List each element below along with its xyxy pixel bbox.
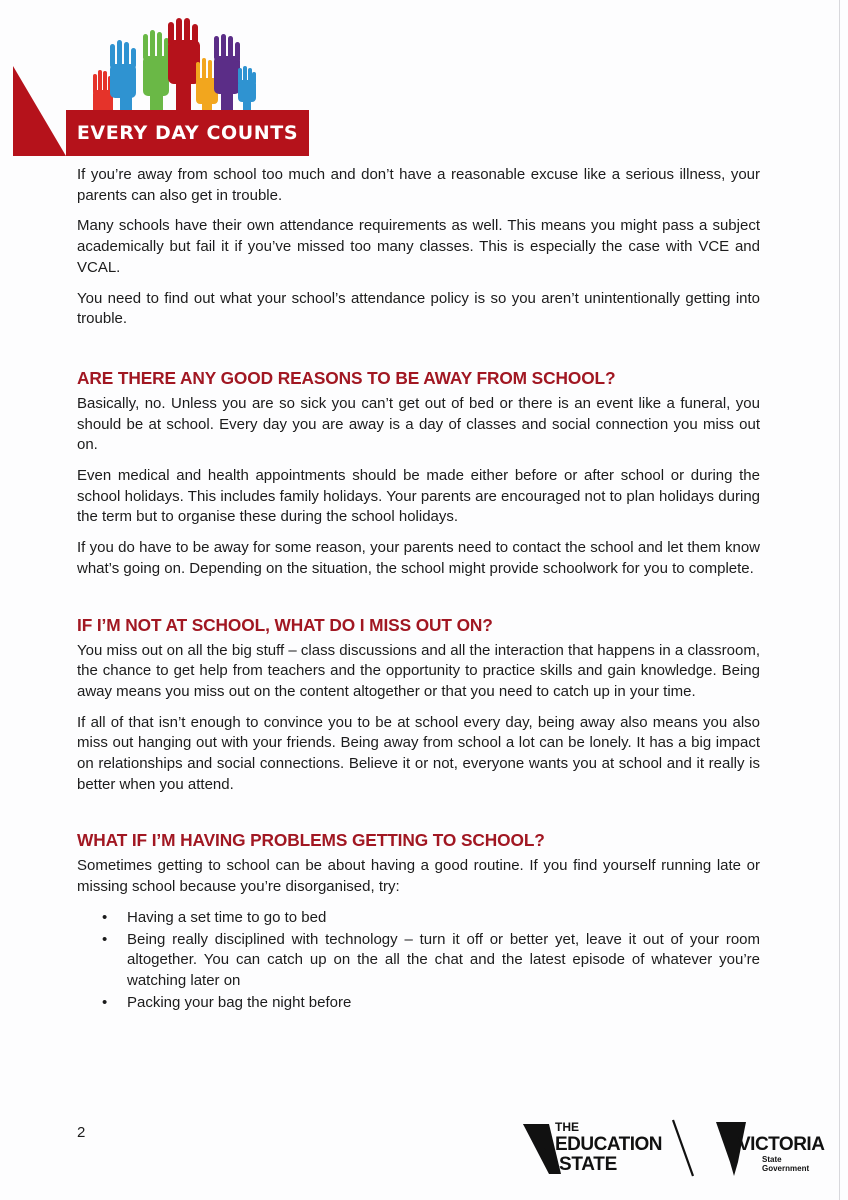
document-body [77,165,760,1014]
victoria-government-logo [716,1118,825,1180]
list-item [77,993,760,1014]
edu-logo-line-3: STATE [559,1154,617,1175]
section-paragraph: Basically, no. Unless you are so sick you can’t get out of bed or there is an event like a funeral, you should be at school. Every day you are away is a day of classes and social connection you miss out on. [77,394,760,454]
bullet-icon: • [102,930,108,948]
logo-banner [66,110,309,156]
hand-4-icon [168,18,200,110]
section-heading: IF I’M NOT AT SCHOOL, WHAT DO I MISS OUT ON? [77,614,493,635]
hand-7-icon [238,66,256,110]
list-item [77,930,760,992]
section-paragraph: You miss out on all the big stuff – class discussions and all the interaction that happens in a classroom, the chance to get help from teachers and the opportunity to practice skills and gain knowledge. Being away means you miss out on the content altogether or that you need to catch up in your time. [77,641,760,700]
logo-title: EVERY DAY COUNTS [76,122,299,144]
section-paragraph: Sometimes getting to school can be about having a good routine. If you find yourself running late or missing school because you’re disorganised, try: [77,857,760,896]
bullet-icon: • [102,993,108,1011]
edu-logo-line-2: EDUCATION [555,1134,663,1155]
education-state-logo [523,1118,698,1180]
every-day-counts-logo [0,0,320,165]
vic-logo-sub-2: Government [762,1164,810,1173]
list-item-text: Packing your bag the night before [127,993,352,1011]
hand-2-icon [110,40,136,110]
section-heading: WHAT IF I’M HAVING PROBLEMS GETTING TO SCHOOL? [77,830,545,851]
section-paragraph: If you do have to be away for some reason, your parents need to contact the school and let them know what’s going on. Depending on the situation, the school might provide schoolwork for you to complete. [77,539,760,577]
list-item-text: Having a set time to go to bed [127,908,327,926]
vic-logo-main: VICTORIA [738,1134,825,1155]
intro-paragraph: If you’re away from school too much and don’t have a reasonable excuse like a serious illness, your parents can also get in trouble. [77,166,760,204]
section-paragraph: Even medical and health appointments should be made either before or after school or during the school holidays. This includes family holidays. Your parents are encouraged not to plan holidays during the term but to organise these during the school holidays. [77,467,760,526]
hand-3-icon [143,30,169,110]
page-edge-line [839,0,840,1200]
list-item [77,908,760,929]
intro-paragraph: Many schools have their own attendance requirements as well. This means you might pass a subject academically but fail it if you’ve missed too many classes. This is especially the case with VCE and VCAL. [77,217,760,276]
tips-list [77,908,760,1014]
vic-logo-sub-1: State [762,1155,782,1164]
section-heading: ARE THERE ANY GOOD REASONS TO BE AWAY FROM SCHOOL? [77,367,616,388]
section-paragraph: If all of that isn’t enough to convince you to be at school every day, being away also means you also miss out hanging out with your friends. Being away from school a lot can be lonely. It has a big impact on relationships and social connections. Believe it or not, everyone wants you at school and it really is better when you attend. [77,713,760,793]
intro-paragraph: You need to find out what your school’s attendance policy is so you aren’t unintentionally getting into trouble. [77,289,760,328]
list-item-text: Being really disciplined with technology – turn it off or better yet, leave it out of your room altogether. You can catch up on the all the chat and the latest episode of whatever you’re watching later on [127,930,760,989]
page-number: 2 [77,1124,86,1141]
edu-logo-line-1: THE [555,1120,579,1134]
bullet-icon: • [102,908,108,926]
